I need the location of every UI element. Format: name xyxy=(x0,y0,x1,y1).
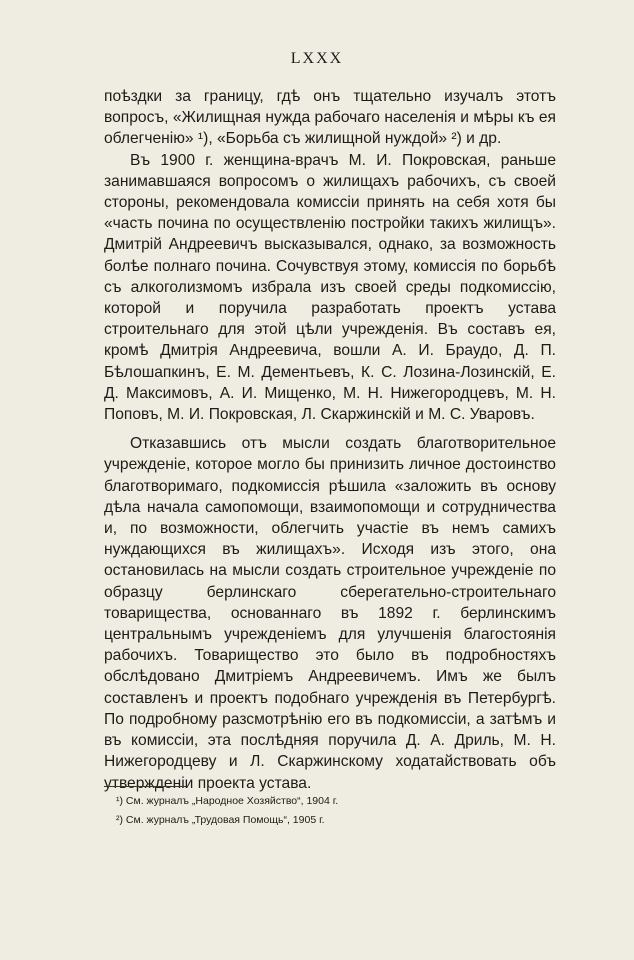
footnotes xyxy=(116,792,536,830)
paragraph-subcommission: Отказавшись отъ мысли создать благотворительное учрежденіе, которое могло бы принизить личное достоинство благотворимаго, подкомиссія рѣшила «заложить въ основу дѣла начала самопомощи, взаимопомощи и сотрудничества и, по возможности, облегчить участіе въ немъ самихъ нуждающихся въ жилищахъ». Исходя изъ этого, она остановилась на мысли создать строительное учрежденіе по образцу берлинскаго сберегательно-строительнаго товарищества, основаннаго въ 1892 г. берлинскимъ центральнымъ учрежденіемъ для улучшенія благостоянія рабочихъ. Товарищество это было въ подробностяхъ обслѣдовано Дмитріемъ Андреевичемъ. Имъ же былъ составленъ и проектъ подобнаго учрежденія въ Петербургѣ. По подробному разсмотрѣнію его въ подкомиссіи, а затѣмъ и въ комиссіи, эта послѣдняя поручила Д. А. Дриль, М. Н. Нижегородцеву и Л. Скаржинскому ходатайствовать объ утвержденіи проекта устава. xyxy=(104,435,556,792)
footnote-mark: ²) xyxy=(116,814,123,826)
footnote-text: См. журналъ „Народное Хозяйство“, 1904 г. xyxy=(125,795,339,807)
footnote-2 xyxy=(116,811,536,830)
footnote-divider xyxy=(104,786,186,787)
page-number: LXXX xyxy=(290,50,344,67)
paragraph-1900: Въ 1900 г. женщина-врачъ М. И. Покровская, раньше занимавшаяся вопросомъ о жилищахъ рабочихъ, съ своей стороны, рекомендовала комиссіи принять на себя хотя бы «часть почина по осуществленію постройки такихъ жилищъ». Дмитрій Андреевичъ высказывался, однако, за возможность болѣе полнаго почина. Сочувствуя этому, комиссія по борьбѣ съ алкоголизмомъ избрала изъ своей среды подкомиссію, которой и поручила разработать проектъ устава строительнаго для этой цѣли учрежденія. Въ составъ ея, кромѣ Дмитрія Андреевича, вошли А. И. Браудо, Д. П. Бѣлошапкинъ, Е. М. Дементьевъ, К. С. Лозина-Лозинскій, Е. Д. Максимовъ, А. И. Мищенко, М. Н. Нижегородцевъ, М. Н. Поповъ, М. И. Покровская, Л. Скаржинскій и М. С. Уваровъ. xyxy=(104,151,556,424)
footnote-mark: ¹) xyxy=(116,795,123,807)
footnote-1 xyxy=(116,792,536,811)
paragraph-continuation: поѣздки за границу, гдѣ онъ тщательно изучалъ этотъ вопросъ, «Жилищная нужда рабочаго населенія и мѣры къ ея облегченію» ¹), «Борьба съ жилищной нуждой» ²) и др. xyxy=(104,88,556,148)
footnote-text: См. журналъ „Трудовая Помощь“, 1905 г. xyxy=(125,814,325,826)
body-text xyxy=(104,86,556,794)
